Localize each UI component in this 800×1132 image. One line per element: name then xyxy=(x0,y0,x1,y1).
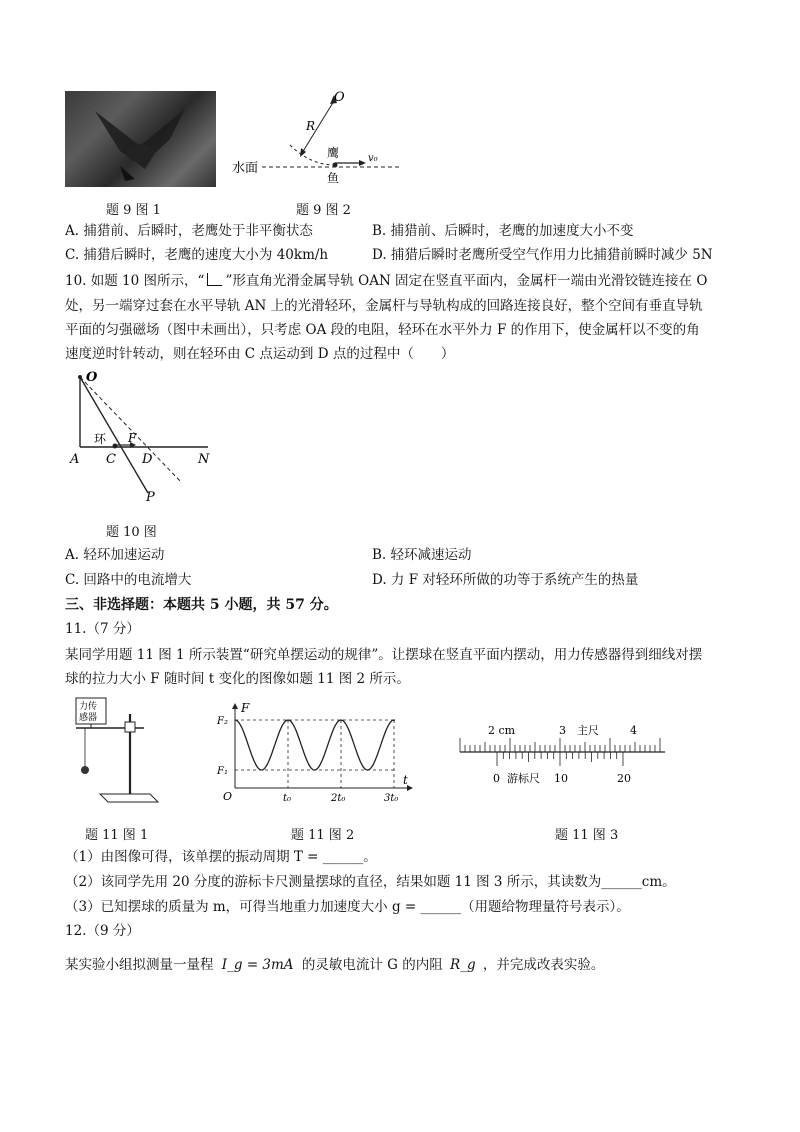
q11-line1: 某同学用题 11 图 1 所示装置“研究单摆运动的规律”。让摆球在竖直平面内摆动，用力传感器得到细线对摆 xyxy=(65,647,703,663)
caliper-main-3: 3 xyxy=(559,724,566,737)
eagle-silhouette-icon xyxy=(65,91,216,187)
q10-option-b: B. 轻环减速运动 xyxy=(372,547,472,563)
q10-label-f: F xyxy=(128,431,137,445)
caliper-main-2cm: 2 cm xyxy=(488,724,516,737)
q9-option-a: A. 捕猎前、后瞬时，老鹰处于非平衡状态 xyxy=(65,223,313,239)
q12-line1 xyxy=(65,956,604,974)
q10-diagram xyxy=(60,365,220,505)
sensor-label-2: 感器 xyxy=(79,713,98,723)
q10-line1-prefix: 10. 如题 10 图所示，“ xyxy=(65,273,205,289)
caliper-vernier-0: 0 xyxy=(493,772,500,785)
q10-label-p: P xyxy=(146,490,155,505)
q11-pendulum-apparatus xyxy=(70,692,160,807)
graph-label-origin: O xyxy=(223,790,233,803)
q10-label-ring: 环 xyxy=(94,432,107,446)
q12-line1-a: 某实验小组拟测量一量程 xyxy=(65,957,214,973)
q9-label-eagle: 鹰 xyxy=(327,146,340,160)
caliper-vernier-10: 10 xyxy=(554,772,568,785)
q11-force-time-graph xyxy=(215,700,415,805)
vernier-scale-ticks xyxy=(497,752,623,766)
q10-fig-caption: 题 10 图 xyxy=(106,525,157,540)
sensor-label-1: 力传 xyxy=(79,702,98,712)
q10-option-d: D. 力 F 对轻环所做的功等于系统产生的热量 xyxy=(372,572,639,588)
q11-sub2: （2）该同学先用 20 分度的游标卡尺测量摆球的直径，结果如题 11 图 3 所示，其读数为______cm。 xyxy=(65,874,676,890)
q11-sub1: （1）由图像可得，该单摆的振动周期 T = ______。 xyxy=(65,849,377,865)
q9-label-o: O xyxy=(334,90,345,105)
section-3-title: 三、非选择题：本题共 5 小题，共 57 分。 xyxy=(65,597,338,613)
q10-line1-suffix: ”形直角光滑金属导轨 OAN 固定在竖直平面内，金属杆一端由光滑铰链连接在 O xyxy=(225,273,708,289)
q10-label-c: C xyxy=(106,452,116,467)
q10-line4: 速度逆时针转动，则在轻环由 C 点运动到 D 点的过程中（ ） xyxy=(65,346,455,362)
main-scale-ticks xyxy=(460,738,660,752)
q9-fig1-caption: 题 9 图 1 xyxy=(106,203,161,218)
q10-label-d: D xyxy=(142,452,153,467)
q11-fig2-caption: 题 11 图 2 xyxy=(291,828,355,843)
q10-option-a: A. 轻环加速运动 xyxy=(65,547,165,563)
graph-label-f: F xyxy=(241,701,250,715)
caliper-main-name: 主尺 xyxy=(577,724,599,737)
l-shape-icon xyxy=(207,273,222,286)
q12-header: 12.（9 分） xyxy=(65,923,140,939)
graph-label-t0: t₀ xyxy=(283,793,292,804)
q12-line1-c: ，并完成改表实验。 xyxy=(482,957,605,973)
graph-label-t: t xyxy=(403,773,408,787)
q10-label-n: N xyxy=(198,452,210,467)
q11-line2: 球的拉力大小 F 随时间 t 变化的图像如题 11 图 2 所示。 xyxy=(65,671,410,687)
q9-fig2-caption: 题 9 图 2 xyxy=(296,203,351,218)
force-curve xyxy=(235,720,395,770)
q9-label-water: 水面 xyxy=(232,161,259,176)
q12-line1-b: 的灵敏电流计 G 的内阻 xyxy=(301,957,443,973)
eagle-photo xyxy=(65,91,216,187)
q9-option-d: D. 捕猎后瞬时老鹰所受空气作用力比捕猎前瞬时减少 5N xyxy=(372,247,713,263)
q10-line2: 处，另一端穿过套在水平导轨 AN 上的光滑轻环，金属杆与导轨构成的回路连接良好，整个空间有垂直导轨 xyxy=(65,298,703,314)
q10-label-o: O xyxy=(86,370,98,385)
caliper-main-4: 4 xyxy=(630,724,637,737)
q10-line3: 平面的匀强磁场（图中未画出），只考虑 OA 段的电阻，轻环在水平外力 F 的作用下，使金属杆以不变的角 xyxy=(65,322,700,338)
q12-formula-rg: R_g xyxy=(450,957,476,973)
q9-label-r: R xyxy=(306,119,316,133)
graph-label-f1: F₁ xyxy=(217,766,228,777)
graph-label-2t0: 2t₀ xyxy=(331,793,346,804)
q10-line1 xyxy=(65,272,707,290)
caliper-vernier-20: 20 xyxy=(617,772,631,785)
q9-fig2-diagram xyxy=(230,85,410,190)
q9-label-v0: v₀ xyxy=(368,153,378,164)
graph-label-f2: F₂ xyxy=(217,716,228,727)
q10-label-a: A xyxy=(70,452,80,467)
q12-formula-ig: I_g = 3mA xyxy=(221,957,294,973)
q9-option-c: C. 捕猎后瞬时，老鹰的速度大小为 40km/h xyxy=(65,247,329,263)
q11-sub3: （3）已知摆球的质量为 m，可得当地重力加速度大小 g = ______（用题给物理量符号表示）。 xyxy=(65,899,630,915)
q10-option-c: C. 回路中的电流增大 xyxy=(65,572,192,588)
q9-option-b: B. 捕猎前、后瞬时，老鹰的加速度大小不变 xyxy=(372,223,634,239)
q11-fig1-caption: 题 11 图 1 xyxy=(85,828,149,843)
q11-vernier-caliper xyxy=(455,720,670,790)
q11-fig3-caption: 题 11 图 3 xyxy=(555,828,619,843)
caliper-vernier-name: 游标尺 xyxy=(507,772,540,785)
q11-header: 11.（7 分） xyxy=(65,621,140,637)
graph-label-3t0: 3t₀ xyxy=(384,793,399,804)
q9-label-fish: 鱼 xyxy=(327,171,340,185)
